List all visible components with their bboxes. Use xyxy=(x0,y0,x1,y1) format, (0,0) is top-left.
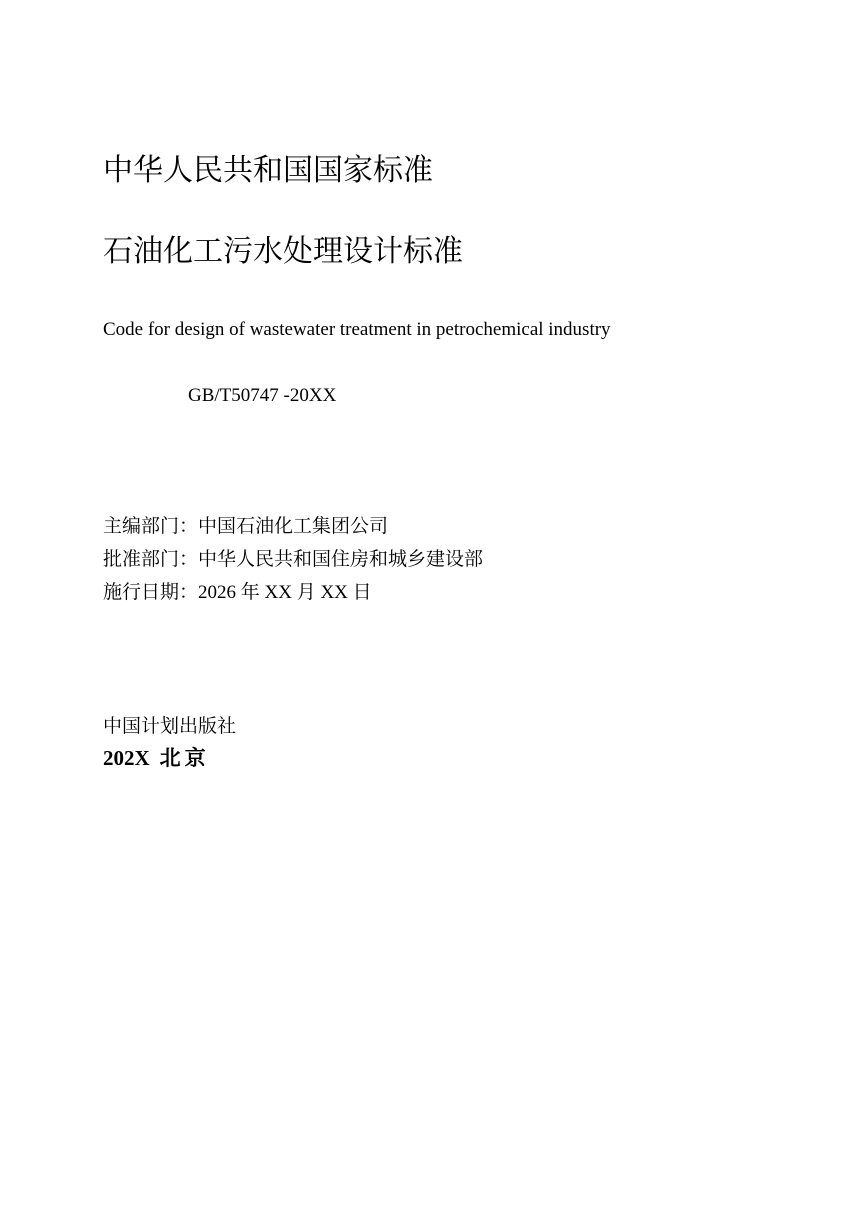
standard-title-english: Code for design of wastewater treatment in petrochemical industry xyxy=(103,319,611,340)
publisher-name: 中国计划出版社 xyxy=(103,715,237,737)
approval-department-label: 批准部门： xyxy=(103,548,199,570)
publication-city: 北京 xyxy=(159,746,210,770)
standard-title-chinese: 石油化工污水处理设计标准 xyxy=(103,234,463,269)
approval-department-row xyxy=(103,547,483,571)
national-standard-heading: 中华人民共和国国家标准 xyxy=(103,153,433,188)
approval-department-value: 中华人民共和国住房和城乡建设部 xyxy=(198,548,484,570)
effective-date-row xyxy=(103,580,372,605)
publication-year: 202X xyxy=(103,746,150,770)
editor-department-value: 中国石油化工集团公司 xyxy=(198,515,389,537)
effective-date-label: 施行日期： xyxy=(103,581,199,603)
standard-number: GB/T50747 -20XX xyxy=(188,385,337,406)
editor-department-row xyxy=(103,514,388,538)
publication-year-city xyxy=(103,745,210,771)
editor-department-label: 主编部门： xyxy=(103,515,199,537)
effective-date-value: 2026 年 XX 月 XX 日 xyxy=(198,582,372,603)
